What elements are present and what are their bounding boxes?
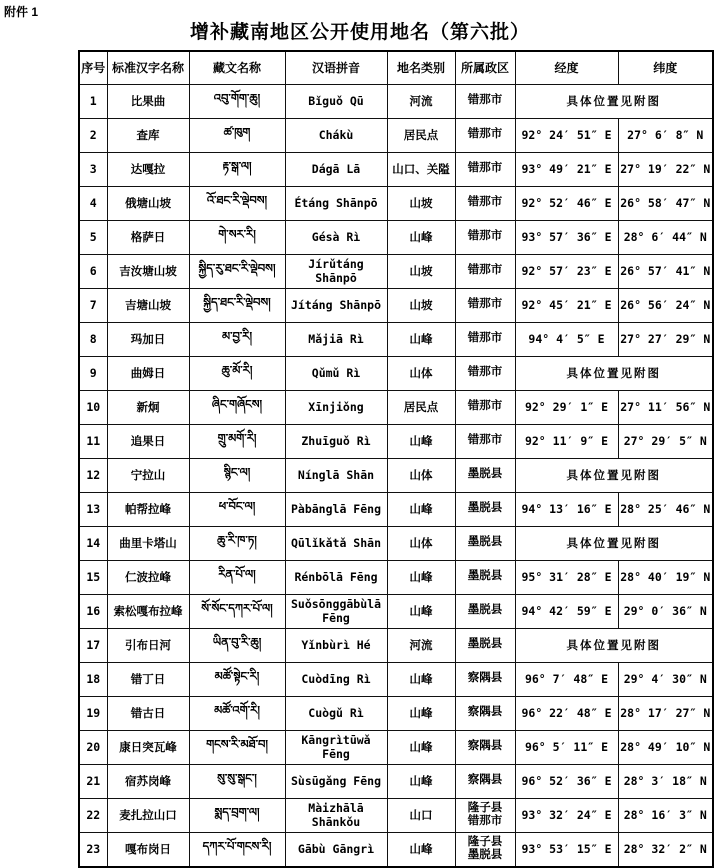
region-cell: 隆子县 墨脱县 bbox=[455, 832, 515, 867]
region-cell: 察隅县 bbox=[455, 730, 515, 764]
location-note-cell: 具体位置见附图 bbox=[515, 84, 713, 118]
category-cell: 山峰 bbox=[387, 492, 455, 526]
row-number-cell: 16 bbox=[79, 594, 107, 628]
row-number-cell: 5 bbox=[79, 220, 107, 254]
row-number-cell: 1 bbox=[79, 84, 107, 118]
region-cell: 错那市 bbox=[455, 356, 515, 390]
tibetan-name-cell: མཚོ་སྟེང་རི། bbox=[189, 662, 285, 696]
category-cell: 山坡 bbox=[387, 288, 455, 322]
row-number-cell: 15 bbox=[79, 560, 107, 594]
row-number-cell: 17 bbox=[79, 628, 107, 662]
row-number-cell: 3 bbox=[79, 152, 107, 186]
row-number-cell: 10 bbox=[79, 390, 107, 424]
pinyin-cell: Sùsūgǎng Fēng bbox=[285, 764, 387, 798]
table-row bbox=[79, 390, 713, 424]
row-number-cell: 13 bbox=[79, 492, 107, 526]
column-header-longitude: 经度 bbox=[515, 51, 618, 84]
latitude-cell: 28° 16′ 3″ N bbox=[618, 798, 713, 832]
category-cell: 居民点 bbox=[387, 118, 455, 152]
tibetan-name-cell: མཚོ་འགོ་རི། bbox=[189, 696, 285, 730]
category-cell: 居民点 bbox=[387, 390, 455, 424]
region-cell: 察隅县 bbox=[455, 662, 515, 696]
longitude-cell: 92° 45′ 21″ E bbox=[515, 288, 618, 322]
pinyin-cell: Chákù bbox=[285, 118, 387, 152]
latitude-cell: 27° 27′ 29″ N bbox=[618, 322, 713, 356]
table-row bbox=[79, 152, 713, 186]
tibetan-name-cell: སོ་སོང་དཀར་པོ་ལ། bbox=[189, 594, 285, 628]
tibetan-name-cell: རིན་པོ་ལ། bbox=[189, 560, 285, 594]
longitude-cell: 93° 49′ 21″ E bbox=[515, 152, 618, 186]
longitude-cell: 96° 7′ 48″ E bbox=[515, 662, 618, 696]
region-cell: 错那市 bbox=[455, 390, 515, 424]
row-number-cell: 7 bbox=[79, 288, 107, 322]
pinyin-cell: Nínglā Shān bbox=[285, 458, 387, 492]
category-cell: 山峰 bbox=[387, 730, 455, 764]
chinese-name-cell: 新炯 bbox=[107, 390, 189, 424]
region-cell: 察隅县 bbox=[455, 764, 515, 798]
place-names-table bbox=[78, 50, 714, 868]
latitude-cell: 28° 6′ 44″ N bbox=[618, 220, 713, 254]
chinese-name-cell: 俄塘山坡 bbox=[107, 186, 189, 220]
category-cell: 山峰 bbox=[387, 662, 455, 696]
chinese-name-cell: 帕帮拉峰 bbox=[107, 492, 189, 526]
region-cell: 墨脱县 bbox=[455, 458, 515, 492]
category-cell: 河流 bbox=[387, 628, 455, 662]
column-header-latitude: 纬度 bbox=[618, 51, 713, 84]
location-note-cell: 具体位置见附图 bbox=[515, 458, 713, 492]
longitude-cell: 92° 29′ 1″ E bbox=[515, 390, 618, 424]
column-header-chinese-name: 标准汉字名称 bbox=[107, 51, 189, 84]
tibetan-name-cell: གེ་སར་རི། bbox=[189, 220, 285, 254]
region-cell: 错那市 bbox=[455, 322, 515, 356]
category-cell: 山口 bbox=[387, 798, 455, 832]
row-number-cell: 21 bbox=[79, 764, 107, 798]
longitude-cell: 93° 53′ 15″ E bbox=[515, 832, 618, 867]
column-header-region: 所属政区 bbox=[455, 51, 515, 84]
chinese-name-cell: 麦扎拉山口 bbox=[107, 798, 189, 832]
region-cell: 错那市 bbox=[455, 424, 515, 458]
pinyin-cell: Gésà Rì bbox=[285, 220, 387, 254]
latitude-cell: 28° 40′ 19″ N bbox=[618, 560, 713, 594]
table-row bbox=[79, 662, 713, 696]
chinese-name-cell: 达嘎拉 bbox=[107, 152, 189, 186]
pinyin-cell: Jítáng Shānpō bbox=[285, 288, 387, 322]
category-cell: 山体 bbox=[387, 458, 455, 492]
latitude-cell: 26° 56′ 24″ N bbox=[618, 288, 713, 322]
tibetan-name-cell: ཡིན་བུ་རི་ཆུ། bbox=[189, 628, 285, 662]
location-note-cell: 具体位置见附图 bbox=[515, 526, 713, 560]
category-cell: 山坡 bbox=[387, 254, 455, 288]
row-number-cell: 14 bbox=[79, 526, 107, 560]
column-header-number: 序号 bbox=[79, 51, 107, 84]
table-row bbox=[79, 322, 713, 356]
region-cell: 错那市 bbox=[455, 152, 515, 186]
table-row bbox=[79, 220, 713, 254]
table-row bbox=[79, 288, 713, 322]
category-cell: 山体 bbox=[387, 526, 455, 560]
region-cell: 错那市 bbox=[455, 84, 515, 118]
table-row bbox=[79, 560, 713, 594]
latitude-cell: 27° 29′ 5″ N bbox=[618, 424, 713, 458]
table-row bbox=[79, 764, 713, 798]
region-cell: 墨脱县 bbox=[455, 628, 515, 662]
pinyin-cell: Gābù Gāngrì bbox=[285, 832, 387, 867]
chinese-name-cell: 索松嘎布拉峰 bbox=[107, 594, 189, 628]
latitude-cell: 28° 25′ 46″ N bbox=[618, 492, 713, 526]
region-cell: 错那市 bbox=[455, 254, 515, 288]
table-row bbox=[79, 84, 713, 118]
table-row bbox=[79, 730, 713, 764]
pinyin-cell: Rénbōlā Fēng bbox=[285, 560, 387, 594]
row-number-cell: 8 bbox=[79, 322, 107, 356]
tibetan-name-cell: འོ་ཐང་རི་ལྡེབས། bbox=[189, 186, 285, 220]
latitude-cell: 28° 32′ 2″ N bbox=[618, 832, 713, 867]
row-number-cell: 11 bbox=[79, 424, 107, 458]
row-number-cell: 12 bbox=[79, 458, 107, 492]
latitude-cell: 28° 49′ 10″ N bbox=[618, 730, 713, 764]
pinyin-cell: Qūlǐkǎtǎ Shān bbox=[285, 526, 387, 560]
category-cell: 山峰 bbox=[387, 832, 455, 867]
category-cell: 山口、关隘 bbox=[387, 152, 455, 186]
chinese-name-cell: 玛加日 bbox=[107, 322, 189, 356]
location-note-cell: 具体位置见附图 bbox=[515, 356, 713, 390]
chinese-name-cell: 错古日 bbox=[107, 696, 189, 730]
longitude-cell: 93° 57′ 36″ E bbox=[515, 220, 618, 254]
column-header-pinyin: 汉语拼音 bbox=[285, 51, 387, 84]
chinese-name-cell: 嘎布岗日 bbox=[107, 832, 189, 867]
table-row bbox=[79, 696, 713, 730]
tibetan-name-cell: གངས་རི་མཐོ་བ། bbox=[189, 730, 285, 764]
chinese-name-cell: 曲姆日 bbox=[107, 356, 189, 390]
location-note-cell: 具体位置见附图 bbox=[515, 628, 713, 662]
tibetan-name-cell: ཆུ་མོ་རི། bbox=[189, 356, 285, 390]
table-row bbox=[79, 594, 713, 628]
tibetan-name-cell: གྲུ་མགོ་རི། bbox=[189, 424, 285, 458]
region-cell: 错那市 bbox=[455, 220, 515, 254]
pinyin-cell: Jírǔtáng Shānpō bbox=[285, 254, 387, 288]
longitude-cell: 96° 52′ 36″ E bbox=[515, 764, 618, 798]
tibetan-name-cell: ཆུ་རི་ཁ་ཏ། bbox=[189, 526, 285, 560]
longitude-cell: 94° 42′ 59″ E bbox=[515, 594, 618, 628]
chinese-name-cell: 曲里卡塔山 bbox=[107, 526, 189, 560]
category-cell: 山峰 bbox=[387, 696, 455, 730]
category-cell: 山峰 bbox=[387, 560, 455, 594]
latitude-cell: 26° 58′ 47″ N bbox=[618, 186, 713, 220]
pinyin-cell: Suǒsōnggābùlā Fēng bbox=[285, 594, 387, 628]
region-cell: 错那市 bbox=[455, 118, 515, 152]
chinese-name-cell: 宁拉山 bbox=[107, 458, 189, 492]
chinese-name-cell: 吉汝塘山坡 bbox=[107, 254, 189, 288]
pinyin-cell: Étáng Shānpō bbox=[285, 186, 387, 220]
attachment-label: 附件 1 bbox=[4, 5, 39, 19]
latitude-cell: 27° 11′ 56″ N bbox=[618, 390, 713, 424]
chinese-name-cell: 宿苏岗峰 bbox=[107, 764, 189, 798]
pinyin-cell: Cuògǔ Rì bbox=[285, 696, 387, 730]
tibetan-name-cell: ཞིང་གཞོངས། bbox=[189, 390, 285, 424]
table-row bbox=[79, 798, 713, 832]
latitude-cell: 27° 19′ 22″ N bbox=[618, 152, 713, 186]
tibetan-name-cell: ཚ་ཁུག bbox=[189, 118, 285, 152]
table-row bbox=[79, 628, 713, 662]
tibetan-name-cell: སྐྱིད་ཐང་རི་ལྡེབས། bbox=[189, 288, 285, 322]
category-cell: 山峰 bbox=[387, 764, 455, 798]
table-row bbox=[79, 492, 713, 526]
chinese-name-cell: 比果曲 bbox=[107, 84, 189, 118]
region-cell: 错那市 bbox=[455, 186, 515, 220]
pinyin-cell: Dágā Lā bbox=[285, 152, 387, 186]
tibetan-name-cell: རྟ་སྒ་ལ། bbox=[189, 152, 285, 186]
longitude-cell: 96° 5′ 11″ E bbox=[515, 730, 618, 764]
chinese-name-cell: 吉塘山坡 bbox=[107, 288, 189, 322]
region-cell: 墨脱县 bbox=[455, 492, 515, 526]
tibetan-name-cell: འབུ་གོག་ཆུ། bbox=[189, 84, 285, 118]
category-cell: 山坡 bbox=[387, 186, 455, 220]
pinyin-cell: Xīnjiǒng bbox=[285, 390, 387, 424]
row-number-cell: 9 bbox=[79, 356, 107, 390]
region-cell: 隆子县 错那市 bbox=[455, 798, 515, 832]
table-row bbox=[79, 526, 713, 560]
pinyin-cell: Bǐguǒ Qū bbox=[285, 84, 387, 118]
longitude-cell: 92° 57′ 23″ E bbox=[515, 254, 618, 288]
longitude-cell: 93° 32′ 24″ E bbox=[515, 798, 618, 832]
row-number-cell: 18 bbox=[79, 662, 107, 696]
row-number-cell: 2 bbox=[79, 118, 107, 152]
tibetan-name-cell: སྙིང་ལ། bbox=[189, 458, 285, 492]
pinyin-cell: Zhuīguǒ Rì bbox=[285, 424, 387, 458]
region-cell: 察隅县 bbox=[455, 696, 515, 730]
latitude-cell: 27° 6′ 8″ N bbox=[618, 118, 713, 152]
table-row bbox=[79, 832, 713, 867]
pinyin-cell: Cuòdīng Rì bbox=[285, 662, 387, 696]
category-cell: 山峰 bbox=[387, 220, 455, 254]
longitude-cell: 92° 24′ 51″ E bbox=[515, 118, 618, 152]
chinese-name-cell: 查库 bbox=[107, 118, 189, 152]
chinese-name-cell: 引布日河 bbox=[107, 628, 189, 662]
longitude-cell: 92° 52′ 46″ E bbox=[515, 186, 618, 220]
table-row bbox=[79, 356, 713, 390]
category-cell: 山峰 bbox=[387, 322, 455, 356]
longitude-cell: 94° 13′ 16″ E bbox=[515, 492, 618, 526]
category-cell: 山峰 bbox=[387, 594, 455, 628]
table-row bbox=[79, 458, 713, 492]
region-cell: 墨脱县 bbox=[455, 526, 515, 560]
row-number-cell: 23 bbox=[79, 832, 107, 867]
tibetan-name-cell: ཕ་བོང་ལ། bbox=[189, 492, 285, 526]
pinyin-cell: Yǐnbùrì Hé bbox=[285, 628, 387, 662]
table-row bbox=[79, 424, 713, 458]
region-cell: 墨脱县 bbox=[455, 560, 515, 594]
chinese-name-cell: 康日突瓦峰 bbox=[107, 730, 189, 764]
pinyin-cell: Màizhālā Shānkǒu bbox=[285, 798, 387, 832]
pinyin-cell: Pàbānglā Fēng bbox=[285, 492, 387, 526]
chinese-name-cell: 追果日 bbox=[107, 424, 189, 458]
pinyin-cell: Qǔmǔ Rì bbox=[285, 356, 387, 390]
column-header-category: 地名类别 bbox=[387, 51, 455, 84]
latitude-cell: 28° 17′ 27″ N bbox=[618, 696, 713, 730]
longitude-cell: 92° 11′ 9″ E bbox=[515, 424, 618, 458]
latitude-cell: 28° 3′ 18″ N bbox=[618, 764, 713, 798]
chinese-name-cell: 仁波拉峰 bbox=[107, 560, 189, 594]
pinyin-cell: Kāngrìtūwǎ Fēng bbox=[285, 730, 387, 764]
table-row bbox=[79, 118, 713, 152]
chinese-name-cell: 格萨日 bbox=[107, 220, 189, 254]
tibetan-name-cell: སྐྱིད་རུ་ཐང་རི་ལྡེབས། bbox=[189, 254, 285, 288]
table-row bbox=[79, 254, 713, 288]
tibetan-name-cell: སྨད་བྲག་ལ། bbox=[189, 798, 285, 832]
table-header-row bbox=[79, 51, 713, 84]
latitude-cell: 29° 4′ 30″ N bbox=[618, 662, 713, 696]
tibetan-name-cell: དཀར་པོ་གངས་རི། bbox=[189, 832, 285, 867]
longitude-cell: 94° 4′ 5″ E bbox=[515, 322, 618, 356]
row-number-cell: 4 bbox=[79, 186, 107, 220]
table-row bbox=[79, 186, 713, 220]
page-title: 增补藏南地区公开使用地名（第六批） bbox=[189, 22, 530, 43]
latitude-cell: 29° 0′ 36″ N bbox=[618, 594, 713, 628]
row-number-cell: 20 bbox=[79, 730, 107, 764]
region-cell: 错那市 bbox=[455, 288, 515, 322]
column-header-tibetan-name: 藏文名称 bbox=[189, 51, 285, 84]
row-number-cell: 22 bbox=[79, 798, 107, 832]
pinyin-cell: Mǎjiā Rì bbox=[285, 322, 387, 356]
tibetan-name-cell: མ་བྱ་རི། bbox=[189, 322, 285, 356]
longitude-cell: 96° 22′ 48″ E bbox=[515, 696, 618, 730]
chinese-name-cell: 错丁日 bbox=[107, 662, 189, 696]
row-number-cell: 6 bbox=[79, 254, 107, 288]
row-number-cell: 19 bbox=[79, 696, 107, 730]
tibetan-name-cell: སུ་སུ་སྒང་། bbox=[189, 764, 285, 798]
category-cell: 山峰 bbox=[387, 424, 455, 458]
longitude-cell: 95° 31′ 28″ E bbox=[515, 560, 618, 594]
region-cell: 墨脱县 bbox=[455, 594, 515, 628]
latitude-cell: 26° 57′ 41″ N bbox=[618, 254, 713, 288]
category-cell: 山体 bbox=[387, 356, 455, 390]
category-cell: 河流 bbox=[387, 84, 455, 118]
